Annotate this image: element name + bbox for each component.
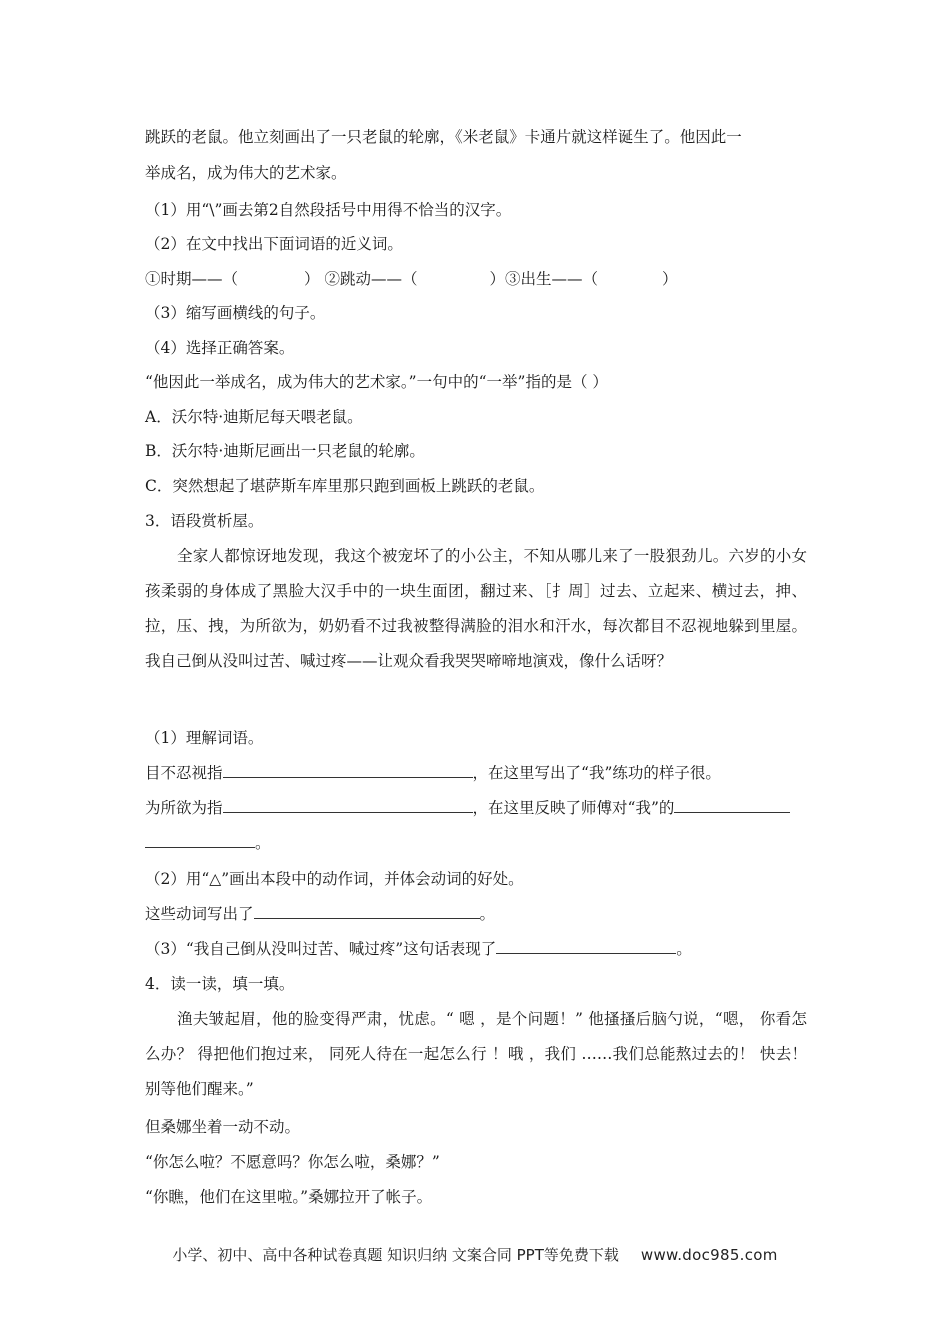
word-1-row — [145, 762, 721, 784]
q2-question: “他因此一举成名，成为伟大的艺术家。”一句中的“一举”指的是（ ） — [145, 373, 608, 391]
word-2-label: 为所欲为指 — [145, 799, 223, 817]
footer-link[interactable]: www.doc985.com — [640, 1246, 778, 1264]
word-2-blank-3[interactable] — [145, 833, 255, 848]
option-b[interactable]: B．沃尔特·迪斯尼画出一只老鼠的轮廓。 — [145, 442, 425, 460]
q4-line-1: 但桑娜坐着一动不动。 — [145, 1118, 301, 1136]
word-1-rest: ，在这里写出了“我”练功的样子很。 — [472, 764, 721, 782]
q2-synonyms — [145, 268, 677, 290]
q2-sub1: （1）用“\”画去第2自然段括号中用得不恰当的汉字。 — [145, 201, 512, 219]
q4-line-3: “你瞧，他们在这里啦。”桑娜拉开了帐子。 — [145, 1188, 433, 1206]
q3-sub3-blank[interactable] — [496, 939, 676, 954]
q3-sub2: （2）用“△”画出本段中的动作词，并体会动词的好处。 — [145, 870, 524, 888]
option-a[interactable]: A．沃尔特·迪斯尼每天喂老鼠。 — [145, 408, 363, 426]
word-2-continued — [145, 832, 271, 854]
footer-text: 小学、初中、高中各种试卷真题 知识归纳 文案合同 PPT等免费下载 — [172, 1246, 619, 1264]
q4-line-2: “你怎么啦？不愿意吗？你怎么啦，桑娜？” — [145, 1153, 440, 1171]
word-2-blank-2[interactable] — [674, 798, 790, 813]
q4-title: 4．读一读，填一填。 — [145, 975, 295, 993]
synonym-3-label: ）③出生——（ — [489, 270, 598, 288]
q3-sub1: （1）理解词语。 — [145, 729, 264, 747]
q3-sub3: （3）“我自己倒从没叫过苦、喊过疼”这句话表现了 — [145, 940, 497, 958]
q2-sub3: （3）缩写画横线的句子。 — [145, 304, 326, 322]
intro-line-1: 跳跃的老鼠。他立刻画出了一只老鼠的轮廓，《米老鼠》卡通片就这样诞生了。他因此一 — [145, 128, 742, 146]
q3-sub3-row — [145, 938, 692, 960]
verbs-row — [145, 903, 495, 925]
option-c[interactable]: C．突然想起了堪萨斯车库里那只跑到画板上跳跃的老鼠。 — [145, 477, 545, 495]
word-1-label: 目不忍视指 — [145, 764, 223, 782]
word-2-rest: ，在这里反映了师傅对“我”的 — [472, 799, 675, 817]
q3-passage: 全家人都惊讶地发现，我这个被宠坏了的小公主，不知从哪儿来了一股狠劲儿。六岁的小女孩柔弱的身体成了黑脸大汉手中的一块生面团，翻过来、［扌周］过去、立起来、横过去，抻、拉，压、拽，为所欲为，奶奶看不过我被整得满脸的泪水和汗水，每次都目不忍视地躲到里屋。我自己倒从没叫过苦、喊过疼——让观众看我哭哭啼啼地演戏，像什么话呀？ — [145, 547, 807, 670]
intro-line-2: 举成名，成为伟大的艺术家。 — [145, 164, 347, 182]
word-1-blank[interactable] — [223, 763, 473, 778]
word-2-row — [145, 797, 790, 819]
word-2-end: 。 — [255, 834, 271, 852]
synonym-2-label: ） ②跳动——（ — [304, 270, 418, 288]
q2-sub4: （4）选择正确答案。 — [145, 339, 295, 357]
word-2-blank[interactable] — [223, 798, 473, 813]
verbs-end: 。 — [479, 905, 496, 923]
synonym-end: ） — [661, 270, 678, 288]
q3-sub3-end: 。 — [676, 940, 692, 958]
page-footer — [0, 1244, 950, 1265]
verbs-label: 这些动词写出了 — [145, 905, 254, 923]
verbs-blank[interactable] — [254, 904, 480, 919]
q2-sub2: （2）在文中找出下面词语的近义词。 — [145, 235, 403, 253]
q4-passage: 渔夫皱起眉，他的脸变得严肃，忧虑。“ 嗯 ，是个问题！” 他搔搔后脑勺说，“嗯， 你看怎么办？ 得把他们抱过来， 同死人待在一起怎么行 ！哦 ，我们 ……我们总能熬过去的！ 快去！ 别等他们醒来。” — [145, 1010, 807, 1098]
q3-title: 3．语段赏析屋。 — [145, 512, 264, 530]
synonym-1-label: ①时期——（ — [145, 270, 239, 288]
